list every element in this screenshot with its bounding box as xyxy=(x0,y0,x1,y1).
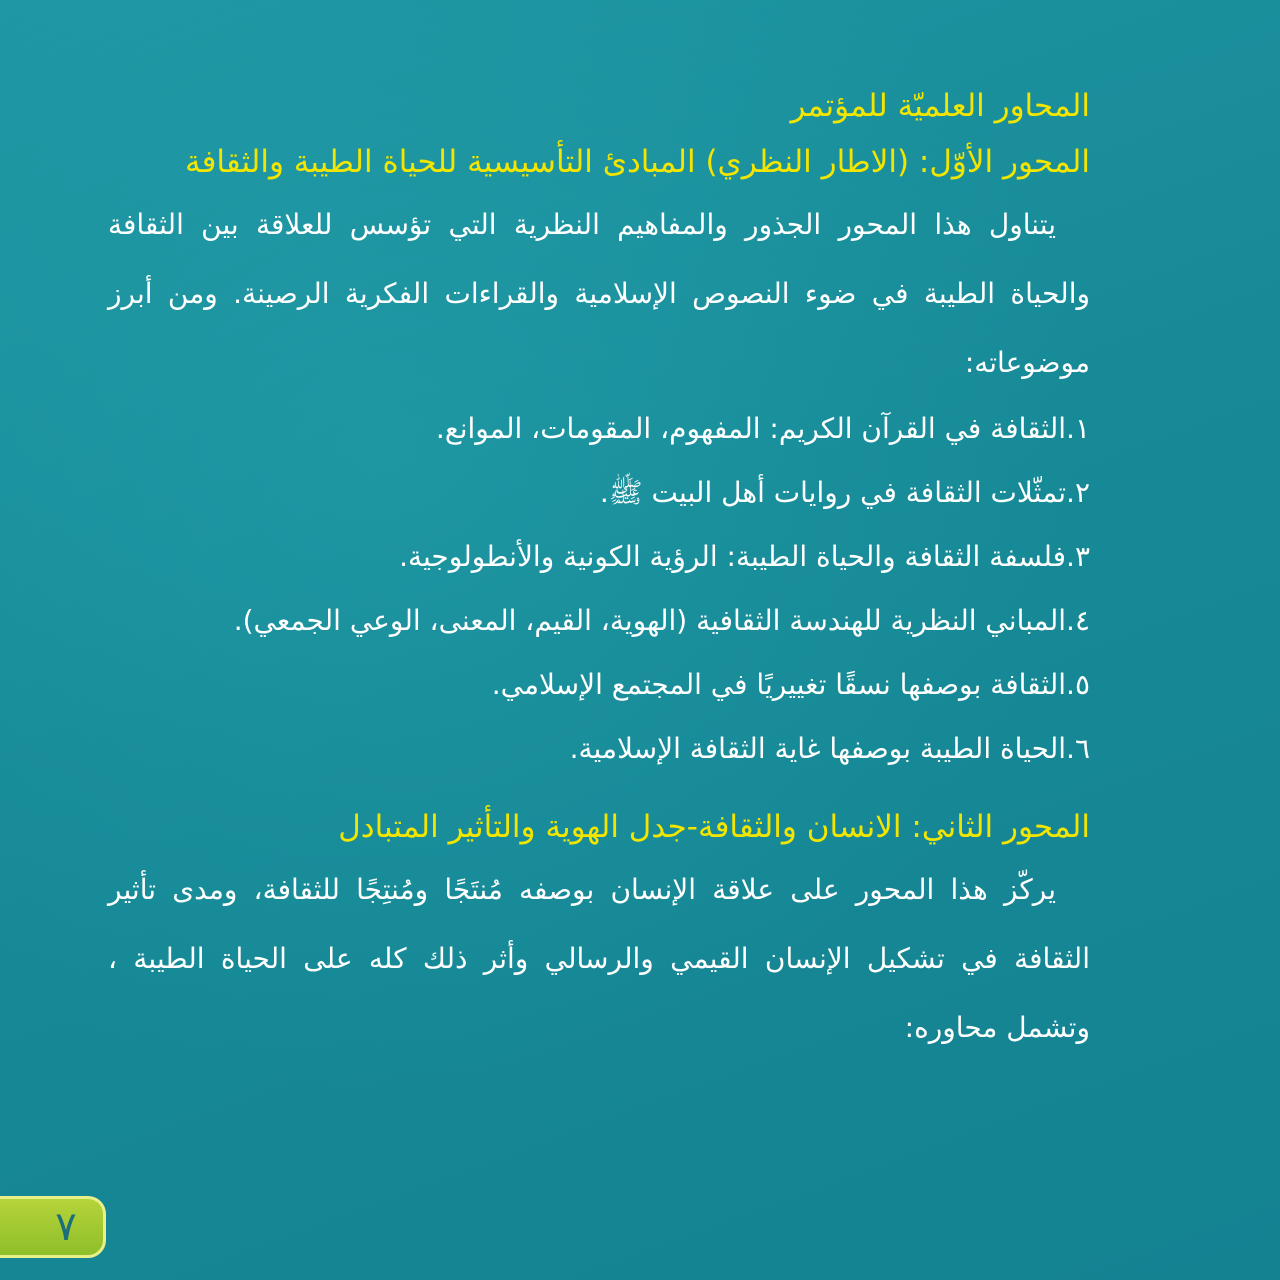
axis2-title: المحور الثاني: الانسان والثقافة-جدل الهوية والتأثير المتبادل xyxy=(338,809,1090,845)
page-number: ٧ xyxy=(55,1204,77,1250)
axis1-intro xyxy=(108,190,1090,397)
list-item: ٦.الحياة الطيبة بوصفها غاية الثقافة الإسلامية. xyxy=(569,732,1090,765)
axis1-topics-list xyxy=(108,397,1090,781)
list-item: ١.الثقافة في القرآن الكريم: المفهوم، المقومات، الموانع. xyxy=(435,412,1090,445)
axis2-intro xyxy=(108,855,1090,1062)
page-content xyxy=(108,78,1090,1062)
list-item: ٥.الثقافة بوصفها نسقًا تغييريًا في المجتمع الإسلامي. xyxy=(491,668,1090,701)
section-spacer xyxy=(108,781,1090,799)
axis2-intro-text: يركّز هذا المحور على علاقة الإنسان بوصفه مُنتَجًا ومُنتِجًا للثقافة، ومدى تأثير الثقافة في تشكيل الإنسان القيمي والرسالي وأثر ذلك كله على الحياة الطيبة ، وتشمل محاوره: xyxy=(108,873,1090,1044)
list-item: ٤.المباني النظرية للهندسة الثقافية (الهوية، القيم، المعنى، الوعي الجمعي). xyxy=(233,604,1090,637)
section-title: المحاور العلميّة للمؤتمر xyxy=(790,88,1090,124)
list-item: ٣.فلسفة الثقافة والحياة الطيبة: الرؤية الكونية والأنطولوجية. xyxy=(399,540,1090,573)
axis1-title: المحور الأوّل: (الاطار النظري) المبادئ التأسيسية للحياة الطيبة والثقافة xyxy=(184,144,1090,180)
list-item: ٢.تمثّلات الثقافة في روايات أهل البيت ﷺ. xyxy=(599,476,1090,509)
axis1-intro-text: يتناول هذا المحور الجذور والمفاهيم النظرية التي تؤسس للعلاقة بين الثقافة والحياة الطيبة في ضوء النصوص الإسلامية والقراءات الفكرية الرصينة. ومن أبرز موضوعاته: xyxy=(108,208,1090,379)
